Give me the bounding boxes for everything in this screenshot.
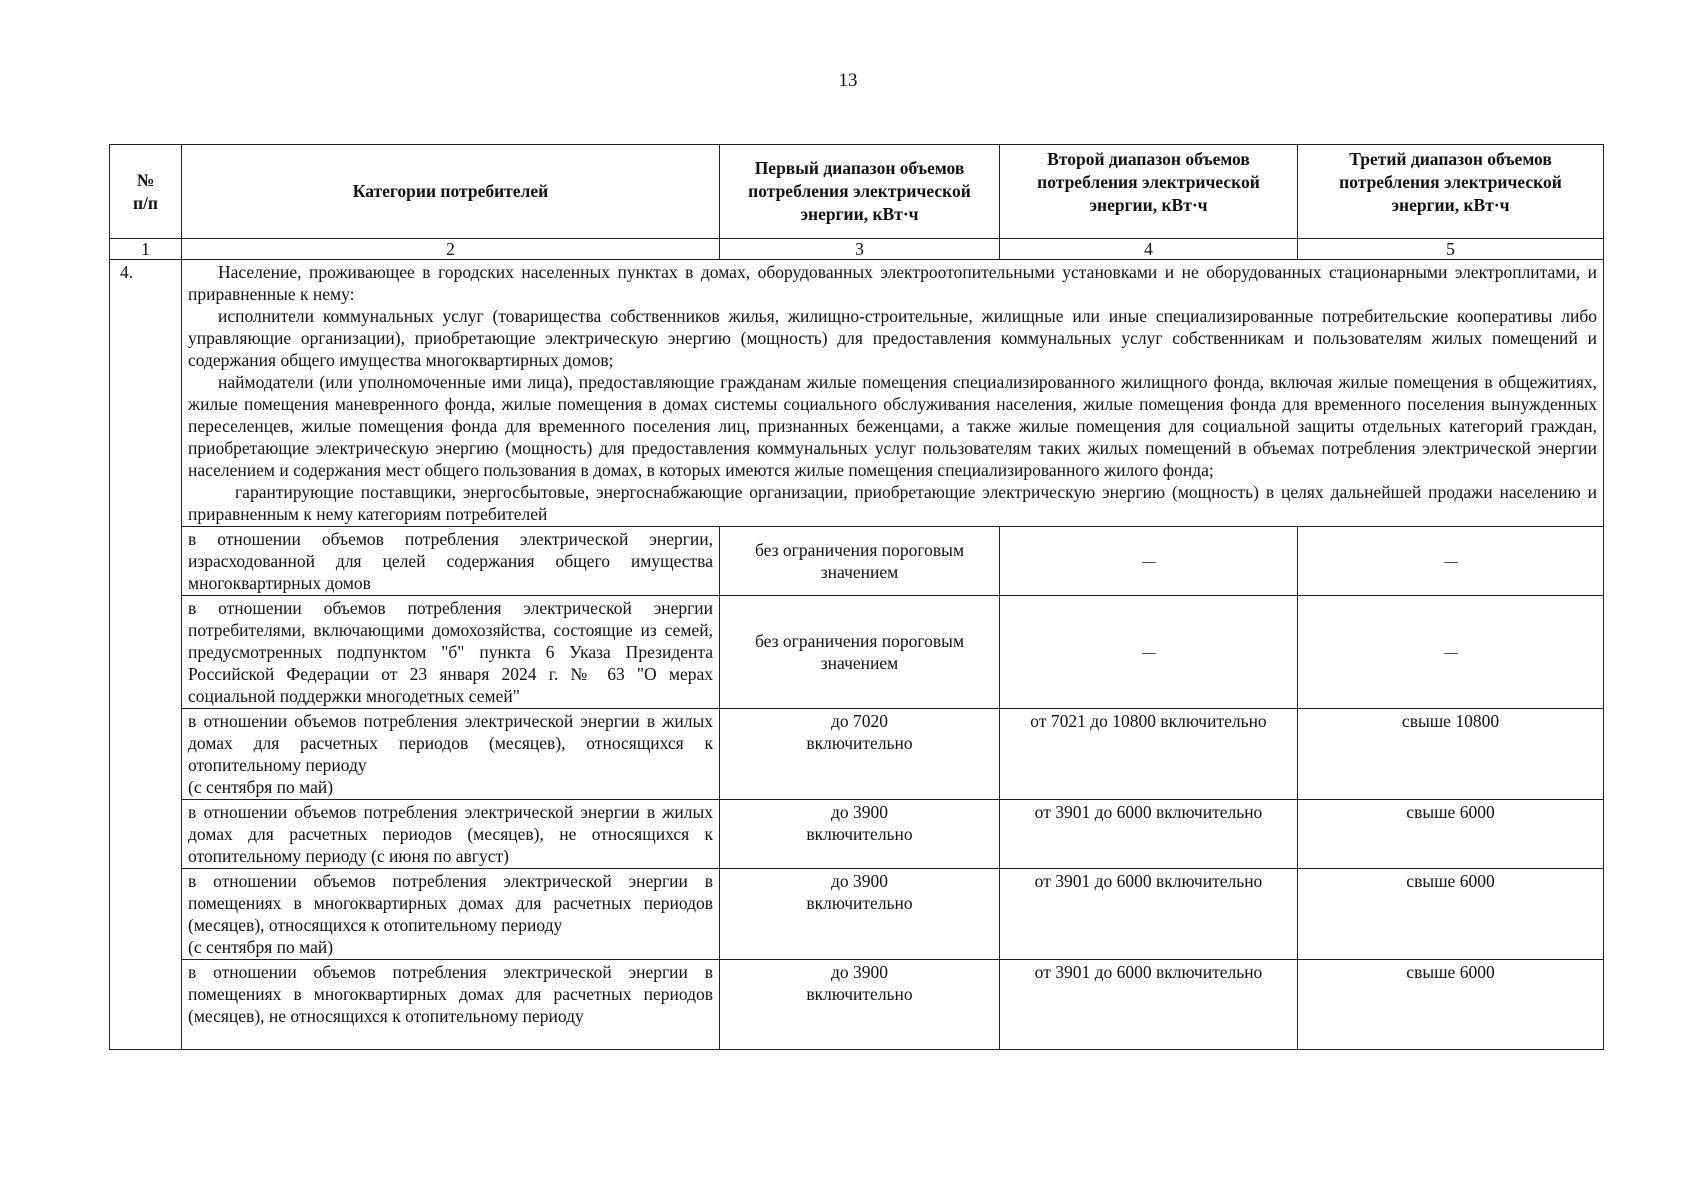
range-3-cell: свыше 6000 (1298, 869, 1604, 960)
range-3-cell: свыше 6000 (1298, 800, 1604, 869)
table-row (110, 800, 1604, 869)
column-number: 3 (720, 239, 1000, 260)
range-1-cell: без ограничения пороговым значением (720, 527, 1000, 596)
dash-mark (1142, 562, 1156, 563)
section-number: 4. (110, 260, 182, 1050)
table-row (110, 527, 1604, 596)
section-paragraph: наймодатели (или уполномоченные ими лица), предоставляющие гражданам жилые помещения специализированного жилищного фонда, включая жилые помещения в общежитиях, жилые помещения маневренного фонда, жилые помещения в домах системы социального обслуживания населения, жилые помещения фонда для временного поселения вынужденных переселенцев, жилые помещения фонда для временного поселения лиц, признанных беженцами, а также жилые помещения для социальной защиты отдельных категорий граждан, приобретающие электрическую энергию (мощность) для предоставления коммунальных услуг пользователям таких жилых помещений в объемах потребления электрической энергии населением и содержания мест общего пользования в домах, в которых имеются жилые помещения специализированного жилого фонда; (188, 372, 1597, 480)
header-range-3: Третий диапазон объемов потребления электрической энергии, кВт·ч (1298, 145, 1604, 239)
column-number: 1 (110, 239, 182, 260)
range-1-cell: до 7020 включительно (720, 709, 1000, 800)
range-1-cell: до 3900 включительно (720, 800, 1000, 869)
column-number: 2 (182, 239, 720, 260)
category-cell: в отношении объемов потребления электрической энергии в помещениях в многоквартирных домах для расчетных периодов (месяцев), не относящихся к отопительному периоду (182, 960, 720, 1050)
header-range-2: Второй диапазон объемов потребления электрической энергии, кВт·ч (1000, 145, 1298, 239)
header-number: № п/п (110, 145, 182, 239)
range-2-cell (1000, 527, 1298, 596)
category-cell: в отношении объемов потребления электрической энергии в жилых домах для расчетных периодов (месяцев), не относящихся к отопительному периоду (с июня по август) (182, 800, 720, 869)
page-number: 13 (838, 70, 858, 91)
column-number-row (110, 239, 1604, 260)
range-3-cell (1298, 596, 1604, 709)
column-number: 4 (1000, 239, 1298, 260)
section-paragraph: исполнители коммунальных услуг (товарищества собственников жилья, жилищно-строительные, жилищные или иные специализированные потребительские кооперативы либо управляющие организации), приобретающие электрическую энергию (мощность) для предоставления коммунальных услуг собственникам и пользователям жилых помещений и содержания общего имущества многоквартирных домов; (188, 306, 1597, 370)
range-2-cell: от 3901 до 6000 включительно (1000, 960, 1298, 1050)
range-2-cell (1000, 596, 1298, 709)
range-3-cell: свыше 6000 (1298, 960, 1604, 1050)
dash-mark (1444, 653, 1458, 654)
section-description (182, 260, 1604, 527)
range-1-cell: без ограничения пороговым значением (720, 596, 1000, 709)
header-row (110, 145, 1604, 239)
category-cell: в отношении объемов потребления электрической энергии в помещениях в многоквартирных домах для расчетных периодов (месяцев), относящихся к отопительному периоду (с сентября по май) (182, 869, 720, 960)
range-3-cell: свыше 10800 (1298, 709, 1604, 800)
header-range-1: Первый диапазон объемов потребления электрической энергии, кВт·ч (720, 145, 1000, 239)
dash-mark (1444, 562, 1458, 563)
range-2-cell: от 3901 до 6000 включительно (1000, 869, 1298, 960)
header-category: Категории потребителей (182, 145, 720, 239)
category-cell: в отношении объемов потребления электрической энергии потребителями, включающими домохозяйства, состоящие из семей, предусмотренных подпунктом "б" пункта 6 Указа Президента Российской Федерации от 23 января 2024 г. № 63 "О мерах социальной поддержки многодетных семей" (182, 596, 720, 709)
section-paragraph: гарантирующие поставщики, энергосбытовые, энергоснабжающие организации, приобретающие электрическую энергию (мощность) в целях дальнейшей продажи населению и приравненным к нему категориям потребителей (188, 482, 1597, 524)
table-row (110, 960, 1604, 1050)
dash-mark (1142, 653, 1156, 654)
range-3-cell (1298, 527, 1604, 596)
range-2-cell: от 7021 до 10800 включительно (1000, 709, 1298, 800)
table-row (110, 596, 1604, 709)
section-intro-row (110, 260, 1604, 527)
range-1-cell: до 3900 включительно (720, 960, 1000, 1050)
range-1-cell: до 3900 включительно (720, 869, 1000, 960)
range-2-cell: от 3901 до 6000 включительно (1000, 800, 1298, 869)
table-row (110, 869, 1604, 960)
category-cell: в отношении объемов потребления электрической энергии, израсходованной для целей содержания общего имущества многоквартирных домов (182, 527, 720, 596)
table-row (110, 709, 1604, 800)
section-paragraph: Население, проживающее в городских населенных пунктах в домах, оборудованных электроотопительными установками и не оборудованных стационарными электроплитами, и приравненные к нему: (188, 262, 1597, 304)
tariff-table (109, 144, 1604, 1050)
category-cell: в отношении объемов потребления электрической энергии в жилых домах для расчетных периодов (месяцев), относящихся к отопительному периоду (с сентября по май) (182, 709, 720, 800)
column-number: 5 (1298, 239, 1604, 260)
